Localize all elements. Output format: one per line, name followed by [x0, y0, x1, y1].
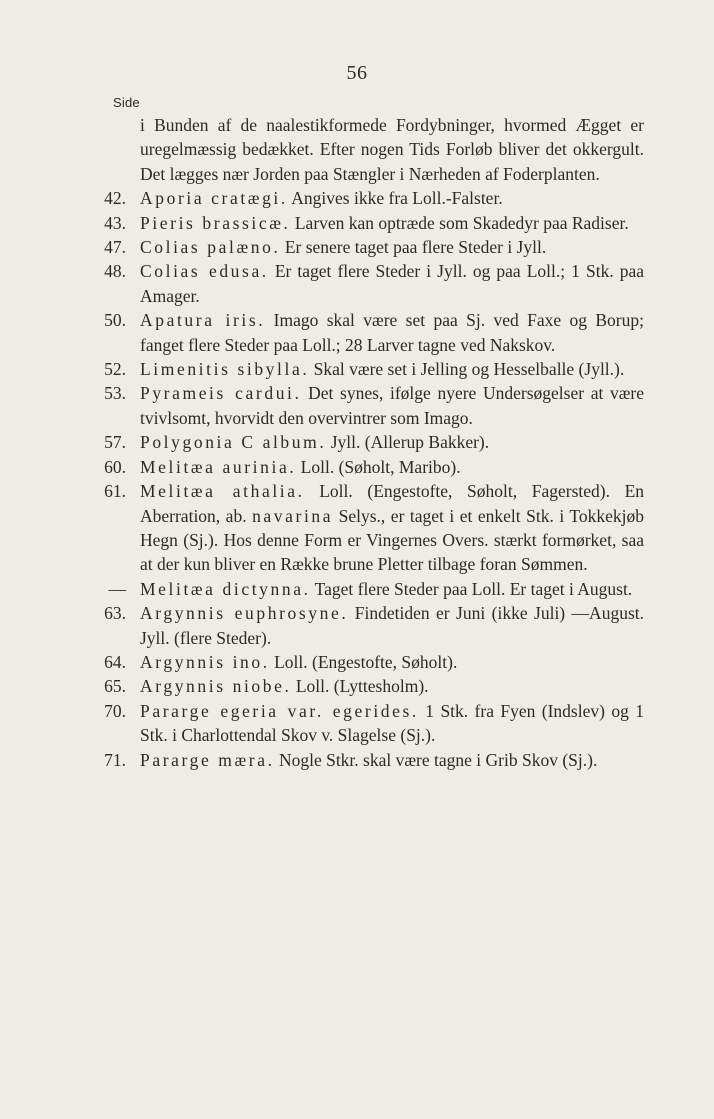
entry-43: [94, 211, 644, 235]
entry-number: 57.: [104, 432, 126, 453]
entry-text: [140, 235, 644, 259]
entry-text: [140, 601, 644, 650]
entry-number: 48.: [104, 261, 126, 282]
entry-number: 47.: [104, 237, 126, 258]
entry-number: 53.: [104, 383, 126, 404]
species-name: Melitæa dictynna.: [140, 578, 311, 599]
species-name: Colias palæno.: [140, 237, 281, 258]
entry-71: [94, 748, 644, 772]
entry-text: [140, 430, 644, 454]
entry-number: 43.: [104, 212, 126, 233]
species-name: Pararge egeria var. egerides.: [140, 700, 419, 721]
entry-70: [94, 699, 644, 748]
entry-number: 52.: [104, 359, 126, 380]
side-label: Side: [113, 95, 140, 110]
species-name: Apatura iris.: [140, 310, 266, 331]
entry-text: [140, 113, 644, 186]
species-name: Limenitis sibylla.: [140, 359, 310, 380]
species-name: Aporia cratægi.: [140, 188, 288, 209]
entry-number: 42.: [104, 188, 126, 209]
entry-number: 64.: [104, 651, 126, 672]
entry-48: [94, 259, 644, 308]
entry-body-continued: Selys., er taget i et enkelt Stk. i Tokkekjøb Hegn (Sj.). Hos denne Form er Vingernes Overs. stærkt formørket, saa at der kun bliver en Række brune Pletter tilbage foran Sømmen.: [140, 505, 645, 575]
entry-text: [140, 211, 644, 235]
entry-text: [140, 381, 644, 430]
entry-63: [94, 601, 644, 650]
entry-number: 50.: [104, 310, 126, 331]
entry-number: 70.: [104, 700, 126, 721]
entry-53: [94, 381, 644, 430]
entry-body: Det synes, ifølge nyere Undersøgelser at være tvivlsomt, hvorvidt den overvintrer som Imago.: [140, 383, 644, 428]
entry-number: 63.: [104, 603, 126, 624]
entry-64: [94, 650, 644, 674]
entry-text: [140, 674, 644, 698]
entry-text: [140, 699, 644, 748]
entry-text: [140, 186, 644, 210]
entry-42: [94, 186, 644, 210]
entry-65: [94, 674, 644, 698]
entry-body: Loll. (Lyttesholm).: [295, 676, 429, 697]
entry-body: 1 Stk. fra Fyen (Indslev) og 1 Stk. i Charlottendal Skov v. Slagelse (Sj.).: [140, 700, 644, 746]
species-name: Argynnis niobe.: [140, 676, 292, 697]
entry-60: [94, 455, 644, 479]
entry-text: [140, 308, 644, 357]
entry-body: Taget flere Steder paa Loll. Er taget i August.: [314, 578, 633, 599]
species-name: Melitæa aurinia.: [140, 456, 297, 477]
entry-body: Jyll. (Allerup Bakker).: [330, 432, 490, 453]
entry-number: 60.: [104, 456, 126, 477]
entry-text: [140, 455, 644, 479]
entry-61: [94, 479, 644, 577]
entry-number: 71.: [104, 749, 126, 770]
entry-52: [94, 357, 644, 381]
entry-body: i Bunden af de naalestikformede Fordybninger, hvormed Ægget er uregelmæssig bedækket. Efter nogen Tids Forløb bliver det okkergult. Det lægges nær Jorden paa Stængler i Nærheden af Foderplanten.: [140, 115, 644, 184]
species-name: Argynnis euphrosyne.: [140, 603, 349, 624]
entry-body: Loll. (Engestofte, Søholt).: [274, 651, 458, 672]
species-name: Polygonia C album.: [140, 432, 327, 453]
entry-dash: [94, 577, 644, 601]
entry-body: Er senere taget paa flere Steder i Jyll.: [284, 237, 547, 258]
entry-57: [94, 430, 644, 454]
species-name: Pararge mæra.: [140, 749, 275, 770]
aberration-name: navarina: [252, 505, 334, 526]
entry-body: Larven kan optræde som Skadedyr paa Radiser.: [294, 212, 629, 233]
entry-text: [140, 357, 644, 381]
entry-number: 61.: [104, 481, 126, 502]
page-number: 56: [346, 62, 368, 84]
entry-text: [140, 259, 644, 308]
entry-body: Loll. (Engestofte, Søholt, Fagersted). En Aberration, ab.: [140, 481, 645, 526]
entry-body: Skal være set i Jelling og Hesselballe (Jyll.).: [313, 359, 625, 380]
entry-continuation: [94, 113, 644, 186]
entry-text: [140, 577, 644, 601]
entry-body: Findetiden er Juni (ikke Juli) —August. Jyll. (flere Steder).: [140, 603, 644, 648]
entry-body: Imago skal være set paa Sj. ved Faxe og Borup; fanget flere Steder paa Loll.; 28 Larver tagne ved Nakskov.: [140, 310, 644, 355]
species-name: Colias edusa.: [140, 261, 269, 282]
entry-50: [94, 308, 644, 357]
entry-body: Loll. (Søholt, Maribo).: [300, 456, 461, 477]
entry-number: —: [108, 578, 126, 599]
page-body: [94, 113, 644, 772]
species-name: Pieris brassicæ.: [140, 212, 291, 233]
entry-body: Nogle Stkr. skal være tagne i Grib Skov (Sj.).: [278, 749, 598, 770]
entry-body: Angives ikke fra Loll.-Falster.: [291, 188, 503, 209]
entry-body: Er taget flere Steder i Jyll. og paa Loll.; 1 Stk. paa Amager.: [140, 261, 645, 306]
species-name: Melitæa athalia.: [140, 481, 305, 502]
entry-text: [140, 479, 644, 577]
species-name: Pyrameis cardui.: [140, 383, 302, 404]
entry-47: [94, 235, 644, 259]
entry-number: 65.: [104, 676, 126, 697]
entry-text: [140, 748, 644, 772]
species-name: Argynnis ino.: [140, 651, 270, 672]
entry-text: [140, 650, 644, 674]
